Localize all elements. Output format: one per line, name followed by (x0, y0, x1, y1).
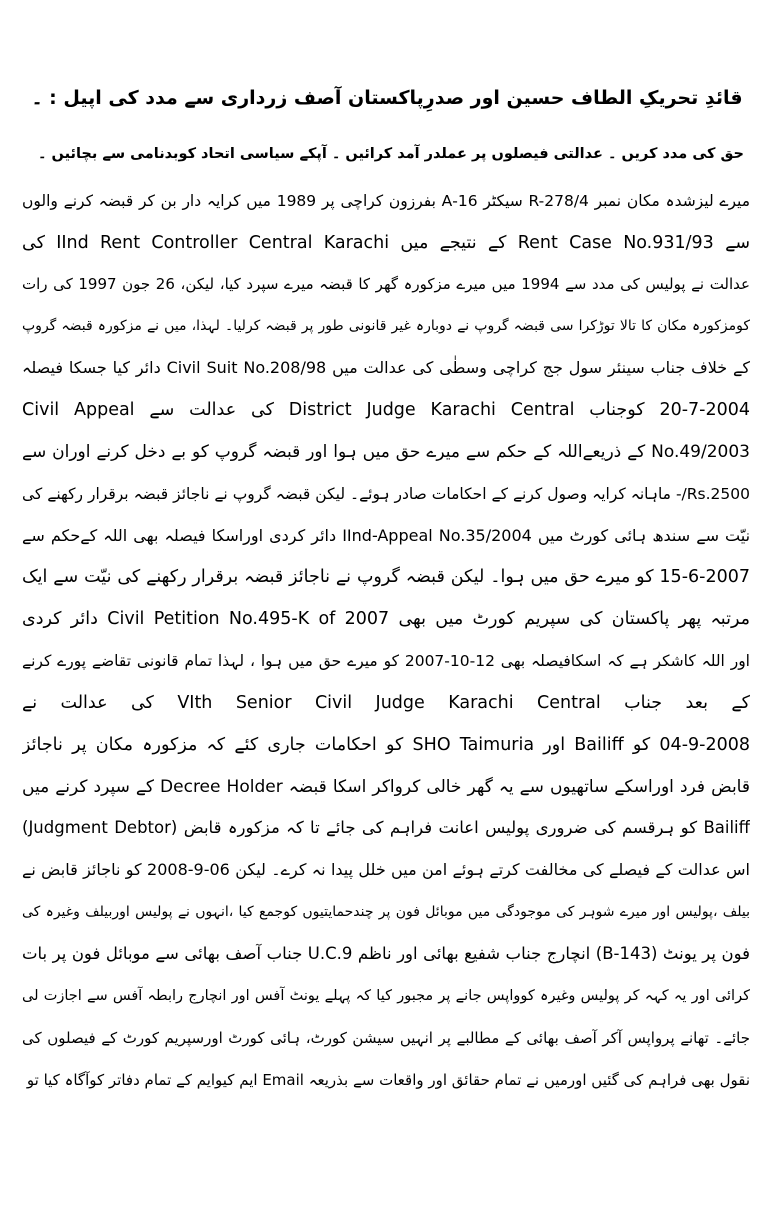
body-line: No.49/2003 کے ذریعےاللہ کے حکم سے میرے حق میں ہوا اور قبضہ گروپ کو بے دخل کرنے اوران سے (22, 442, 750, 462)
appeal-title: قائدِ تحریکِ الطاف حسین اور صدرِپاکستان آصف زرداری سے مدد کی اپیل : ۔ (31, 87, 743, 109)
body-line: فون پر یونٹ (143-B) انچارج جناب شفیع بھائی اور ناظم U.C.9 جناب آصف بھائی سے موبائل فون پر بات (22, 944, 750, 963)
body-line: 04-9-2008 کو Bailiff اور SHO Taimuria کو احکامات جاری کئے کہ مزکورہ مکان پر ناجائز (22, 735, 750, 755)
body-line: کومزکورہ مکان کا تالا توڑکرا سی قبضہ گروپ نے دوبارہ غیر قانونی طور پر قبضہ کرلیا۔ لہذا، میں نے مزکورہ قبضہ گروپ (22, 318, 750, 334)
body-line: سے Rent Case No.931/93 کے نتیجے میں IInd Rent Controller Central Karachi کی (22, 233, 750, 253)
body-line: نقول بھی فراہم کی گئیں اورمیں نے تمام حقائق اور واقعات سے بذریعہ Email ایم کیوایم کے تمام دفاتر کوآگاہ کیا تو (26, 1071, 750, 1089)
body-line: Rs.2500/- ماہانہ کرایہ وصول کرنے کے احکامات صادر ہوئے۔ لیکن قبضہ گروپ نے ناجائز قبضہ برقرار رکھنے کی (22, 485, 750, 503)
body-line: میرے لیزشدہ مکان نمبر R-278/4 سیکٹر 16-A بفرزون کراچی پر 1989 میں کرایہ دار بن کر قبضہ کرنے والوں (22, 192, 750, 210)
appeal-subtitle: حق کی مدد کریں ۔ عدالتی فیصلوں پر عملدر آمد کرائیں ۔ آپکے سیاسی اتحاد کوبدنامی سے بچائیں ۔ (37, 146, 744, 162)
body-line: 15-6-2007 کو میرے حق میں ہوا۔ لیکن قبضہ گروپ نے ناجائز قبضہ برقرار رکھنے کی نیّت سے ایک (22, 567, 750, 587)
body-line: Bailiff کو ہرقسم کی ضروری پولیس اعانت فراہم کی جائے تا کہ مزکورہ قابض (Judgment Debtor) (22, 818, 750, 837)
body-line: قابض فرد اوراسکے ساتھیوں سے یہ گھر خالی کرواکر اسکا قبضہ Decree Holder کے سپرد کرنے میں (22, 777, 750, 797)
body-line: 20-7-2004 کوجناب District Judge Karachi Central کی عدالت سے Civil Appeal (22, 400, 750, 420)
body-line: کے بعد جناب VIth Senior Civil Judge Karachi Central کی عدالت نے (22, 693, 750, 713)
body-line: نیّت سے سندھ ہائی کورٹ میں IInd-Appeal No.35/2004 دائر کردی اوراسکا فیصلہ بھی اللہ کےحکم سے (22, 526, 750, 545)
body-line: اس عدالت کے فیصلے کی مخالفت کرتے ہوئے امن میں خلل پیدا نہ کرے۔ لیکن 06-9-2008 کو ناجائز قابض نے (22, 860, 750, 879)
body-line: کرائی اور یہ کہہ کر پولیس وغیرہ کوواپس جانے پر مجبور کیا کہ پہلے یونٹ آفس اور انچارج رابطہ آفس سے اجازت لی (22, 988, 750, 1004)
body-line: بیلف ،پولیس اور میرے شوہر کی موجودگی میں موبائل فون پر چندحمایتیوں کوجمع کیا ،انہوں نے پولیس اوربیلف وغیرہ کی (22, 904, 750, 920)
body-line: عدالت نے پولیس کی مدد سے 1994 میں میرے مزکورہ گھر کا قبضہ میرے سپرد کیا، لیکن، 26 جون 1997 کی رات (22, 275, 750, 293)
body-line: کے خلاف جناب سینئر سول جج کراچی وسطٰی کی عدالت میں Civil Suit No.208/98 دائر کیا جسکا فیصلہ (22, 358, 750, 377)
body-line: اور اللہ کاشکر ہے کہ اسکافیصلہ بھی 12-10-2007 کو میرے حق میں ہوا ، لہذا تمام قانونی تقاضے پورے کرنے (22, 652, 750, 670)
body-line: جائے۔ تھانے پرواپس آکر آصف بھائی کے مطالبے پر انہیں سیشن کورٹ، ہائی کورٹ اورسپریم کورٹ کے فیصلوں کی (22, 1029, 750, 1047)
body-line: مرتبہ پھر پاکستان کی سپریم کورٹ میں بھی Civil Petition No.495-K of 2007 دائر کردی (22, 609, 750, 629)
